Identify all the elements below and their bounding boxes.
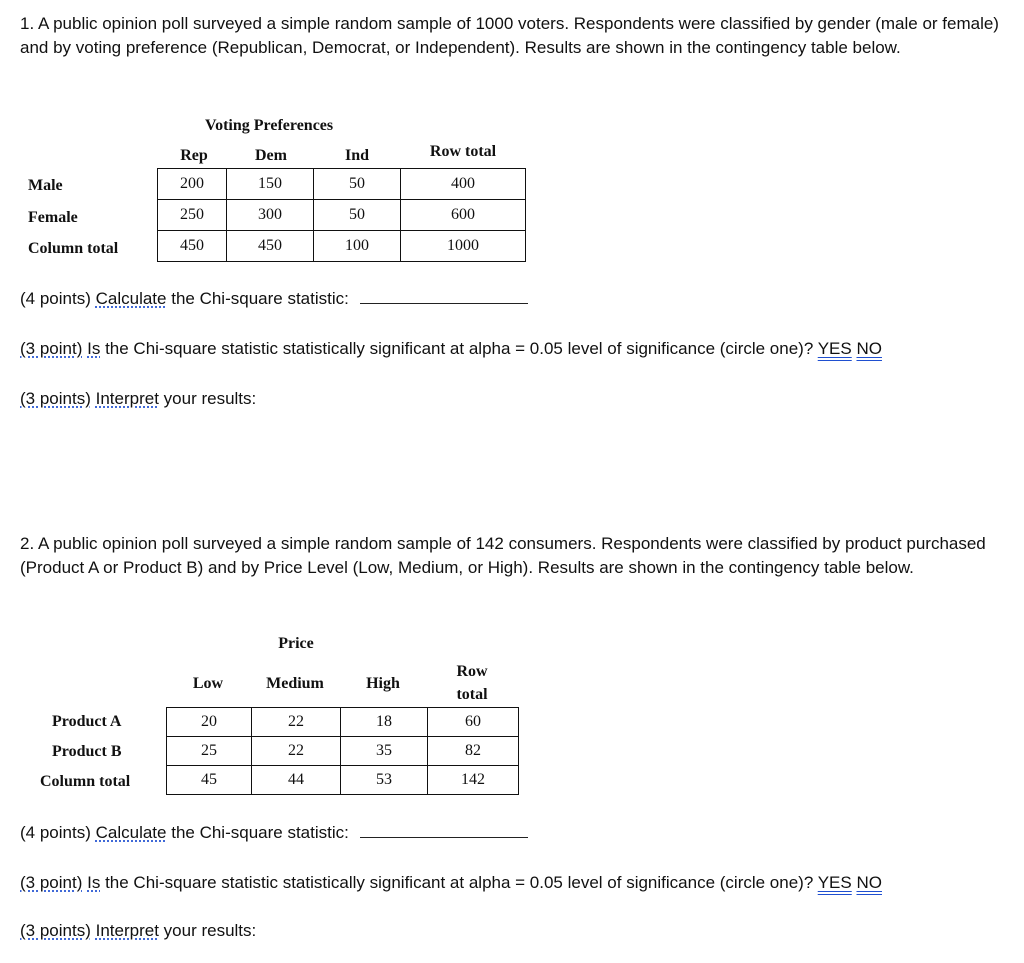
yes-option[interactable]: YES <box>817 873 852 892</box>
q1-col-header-row-total: Row total <box>429 143 497 160</box>
table-cell: 44 <box>252 766 341 795</box>
points-label: (3 points) <box>20 921 91 940</box>
table-row <box>167 708 519 737</box>
q1-col-header-rep: Rep <box>180 147 208 164</box>
q2-col-header-row: Row <box>456 663 488 680</box>
q2-row-label-product-a: Product A <box>52 713 122 730</box>
answer-blank[interactable] <box>360 822 528 838</box>
q1-row-label-male: Male <box>28 177 63 194</box>
task-verb: Calculate <box>95 289 167 308</box>
q1-calculate-task <box>20 288 528 310</box>
table-cell: 35 <box>341 737 428 766</box>
table-row <box>167 737 519 766</box>
table-cell: 53 <box>341 766 428 795</box>
task-verb: Interpret <box>95 921 159 940</box>
table-cell: 50 <box>314 200 401 231</box>
answer-blank[interactable] <box>360 288 528 304</box>
table-row <box>158 231 526 262</box>
task-text: the Chi-square statistic statistically significant at alpha = 0.05 level of significance (circle one)? <box>105 339 814 358</box>
points-label: (3 point) <box>20 339 83 358</box>
q1-interpret-task <box>20 388 256 410</box>
table-cell: 25 <box>167 737 252 766</box>
table-cell: 18 <box>341 708 428 737</box>
table-cell: 450 <box>158 231 227 262</box>
no-option[interactable]: NO <box>856 339 882 358</box>
table-row <box>158 169 526 200</box>
points-label: (3 point) <box>20 873 83 892</box>
q2-contingency-table <box>166 707 519 795</box>
q1-group-header: Voting Preferences <box>205 117 334 134</box>
points-label: (4 points) <box>20 823 91 842</box>
q2-col-header-low: Low <box>192 675 224 692</box>
task-text: the Chi-square statistic: <box>171 289 349 308</box>
table-cell: 250 <box>158 200 227 231</box>
task-text: your results: <box>163 389 257 408</box>
q1-row-label-female: Female <box>28 209 78 226</box>
no-option[interactable]: NO <box>856 873 882 892</box>
table-cell: 400 <box>401 169 526 200</box>
table-cell: 142 <box>428 766 519 795</box>
q1-col-header-ind: Ind <box>344 147 370 164</box>
task-verb: Is <box>87 339 101 358</box>
q2-calculate-task <box>20 822 528 844</box>
task-verb: Is <box>87 873 101 892</box>
table-cell: 20 <box>167 708 252 737</box>
q2-row-label-product-b: Product B <box>52 743 122 760</box>
table-cell: 60 <box>428 708 519 737</box>
q2-col-header-medium: Medium <box>266 675 324 692</box>
q2-prompt: 2. A public opinion poll surveyed a simple random sample of 142 consumers. Respondents were classified by product purchased (Product A or Product B) and by Price Level (Low, Medium, or High). Results are shown in the contingency table below. <box>20 534 986 577</box>
task-text: the Chi-square statistic statistically significant at alpha = 0.05 level of significance (circle one)? <box>105 873 814 892</box>
q1-prompt: 1. A public opinion poll surveyed a simple random sample of 1000 voters. Respondents were classified by gender (male or female) and by voting preference (Republican, Democrat, or Independent). Results are shown in the contingency table below. <box>20 14 999 57</box>
table-row <box>167 766 519 795</box>
q2-row-label-column-total: Column total <box>40 773 131 790</box>
q2-interpret-task <box>20 920 256 942</box>
task-text: the Chi-square statistic: <box>171 823 349 842</box>
task-verb: Interpret <box>95 389 159 408</box>
q1-row-label-column-total: Column total <box>28 240 119 257</box>
task-text: your results: <box>163 921 257 940</box>
table-cell: 22 <box>252 737 341 766</box>
q1-col-header-dem: Dem <box>255 147 287 164</box>
table-cell: 22 <box>252 708 341 737</box>
yes-option[interactable]: YES <box>817 339 852 358</box>
table-cell: 600 <box>401 200 526 231</box>
q2-col-header-high: High <box>366 675 400 692</box>
table-cell: 82 <box>428 737 519 766</box>
task-verb: Calculate <box>95 823 167 842</box>
table-row <box>158 200 526 231</box>
points-label: (4 points) <box>20 289 91 308</box>
points-label: (3 points) <box>20 389 91 408</box>
table-cell: 100 <box>314 231 401 262</box>
table-cell: 200 <box>158 169 227 200</box>
table-cell: 300 <box>227 200 314 231</box>
q1-significance-task <box>20 338 882 360</box>
table-cell: 150 <box>227 169 314 200</box>
q2-col-header-total: total <box>456 686 488 703</box>
table-cell: 45 <box>167 766 252 795</box>
table-cell: 450 <box>227 231 314 262</box>
q1-contingency-table <box>157 168 526 262</box>
q2-significance-task <box>20 872 882 894</box>
q2-group-header: Price <box>278 635 314 652</box>
table-cell: 1000 <box>401 231 526 262</box>
table-cell: 50 <box>314 169 401 200</box>
